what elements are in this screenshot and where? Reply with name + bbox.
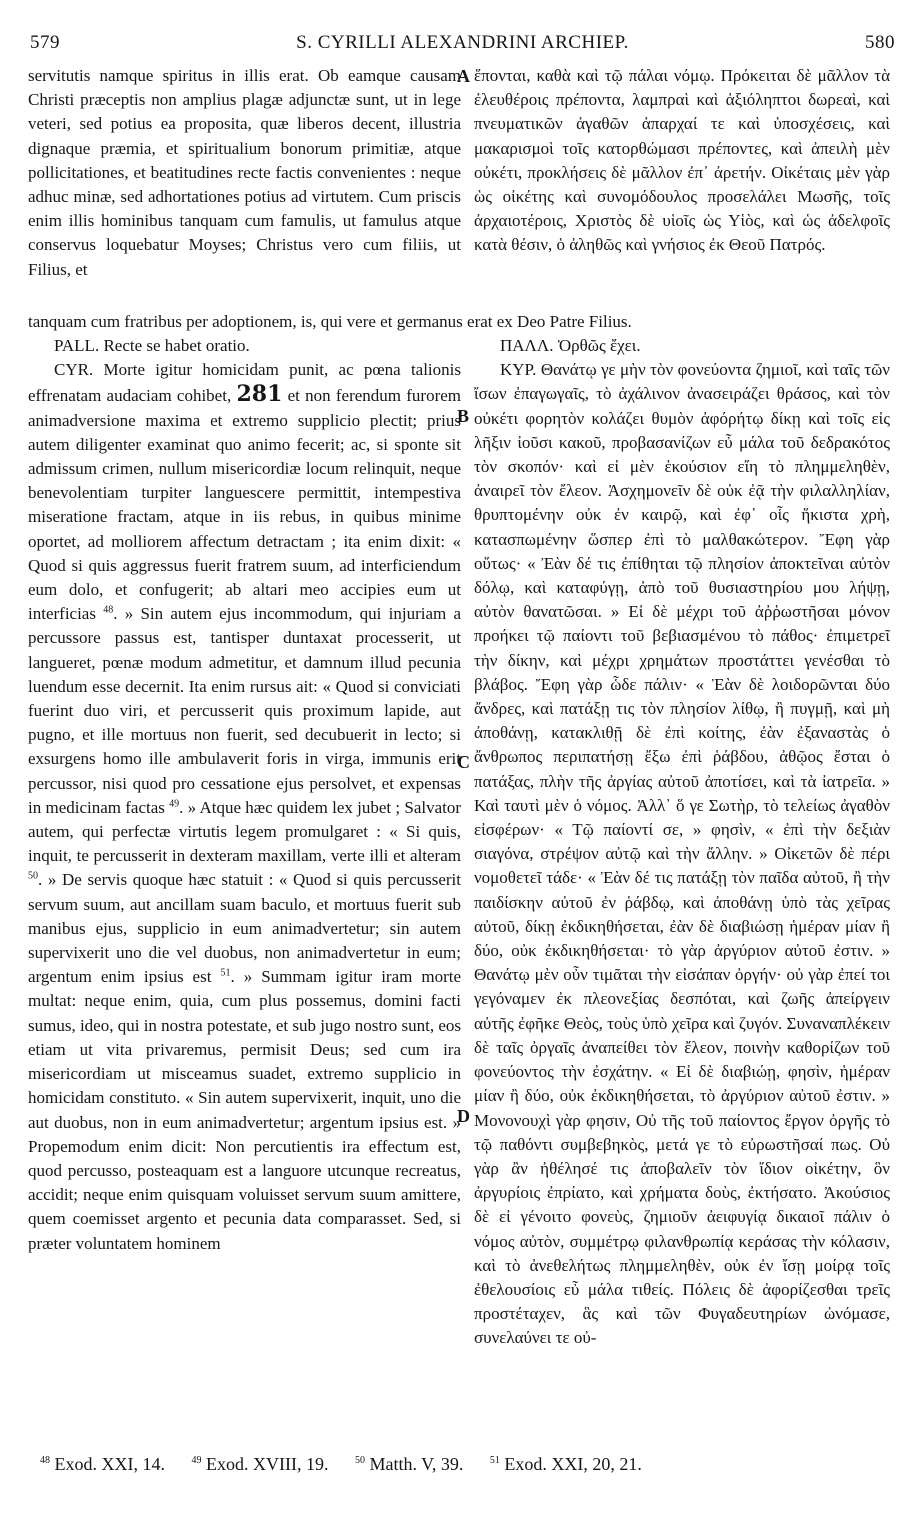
column-marker-c: C bbox=[457, 752, 470, 772]
greek-paragraph-top: ἕπονται, καθὰ καὶ τῷ πάλαι νόμῳ. Πρόκειται δὲ μᾶλλον τὰ ἐλευθέροις πρέποντα, λαμπραὶ καὶ ἀξιόληπτοι δωρεαὶ, καὶ πνευματικῶν ἀγαθῶν ἀπαρχαί τε καὶ ὑποσχέσεις, καὶ μακαρισμοὶ τοῖς κατορθώμασι πρέποντες, καὶ ἀπειλὴ μὲν οὐκέτι, προκλήσεις δὲ μᾶλλον ἐπ᾽ ἀρετήν. Οἰκέταις μὲν γὰρ ὡς οἰκέτης καὶ συνομόδουλος προσελάλει Μωσῆς, τοῖς ἀρχαιοτέροις, Χριστὸς δὲ υἱοῖς ὡς Υἱὸς, καὶ ὡς ἀδελφοῖς κατὰ θέσιν, ὁ ἀληθῶς καὶ γνήσιος ἐκ Θεοῦ Πατρός. bbox=[474, 66, 890, 255]
latin-column-top bbox=[28, 64, 461, 312]
latin-column-main bbox=[28, 334, 461, 1256]
latin-pall-speaker: PALL. Recte se habet oratio. bbox=[54, 336, 250, 355]
latin-cyr-text-4: Atque hæc quidem lex jubet ; Salvator autem, qui perfectæ virtutis legem promulgaret : « Si quis, inquit, te percusserit in dexteram maxillam, verte illi et alteram bbox=[28, 797, 462, 866]
greek-cyr-paragraph: ΚΥΡ. Θανάτῳ γε μὴν τὸν φονεύοντα ζημιοῖ, καὶ ταῖς τῶν ἴσων ἐπαγωγαῖς, τὸ ἀχάλινον ἀνασειράζει θράσος, καὶ τὸν οὐκέτι φορητὸν κολάζει θυμὸν ἀφόρήτῳ δίκῃ καὶ τοῖς εἰς λῆξιν ἰοῦσι κακοῦ, προβασανίζων εὖ μάλα τοῦ δεδρακότος τὸν σκοπόν· καὶ εἰ μὲν ἑκούσιον εἴη τὸ πλημμεληθὲν, ἀναιρεῖ τὸν ἔλεον. Ἀσχημονεῖν δὲ οὐκ ἐᾷ τὴν φιλαλληλίαν, θρυπτομένην οὐκ ἐν καιρῷ, καὶ ἐφ᾽ οἷς ἥκιστα χρὴ, κατασπωμένην ὥσπερ ἐπὶ τὸ μαλθακώτερον. Ἔφη γὰρ οὕτως· « Ἐὰν δέ τις ἐπίθηται τῷ πλησίον ἀποκτεῖναι αὐτὸν δόλῳ, καὶ καταφύγῃ, ἀπὸ τοῦ θυσιαστηρίου μου λήψῃ, αὐτὸν θανατῶσαι. » Εἰ δὲ μέχρι τοῦ ἀῤῥωστῆσαι μόνον προήκει τῷ παίοντι τοῦ βεβιασμένου τὸ πάθος· ἐπιμετρεῖ τὴν δίκην, καὶ μέχρι χρημάτων προστάττει γενέσθαι τὸ βλάβος. Ἔφη γὰρ ὧδε πάλιν· « Ἐὰν δὲ λοιδορῶνται δύο ἄνδρες, καὶ πατάξῃ τις τὸν πλησίον λίθῳ, ἢ πυγμῇ, καὶ μὴ ἀποθάνῃ, κατακλιθῇ δὲ ἐπὶ κοίτης, ἐὰν ἐξαναστὰς ὁ ἄνθρωπος περιπατήσῃ ἔξω ἐπὶ ῥάβδου, ἀθῷος ἔσται ὁ πατάξας, πλὴν τῆς ἀργίας αὐτοῦ ἀποτίσει, καὶ τὰ ἰατρεῖα. » Καὶ ταυτὶ μὲν ὁ νόμος. Ἀλλ᾽ ὅ γε Σωτὴρ, τὸ τελείως ἀγαθὸν εἰσφέρων· « Τῷ παίοντί σε, » φησὶν, « ἐπὶ τὴν δεξιὰν σιαγόνα, στρέψον αὐτῷ καὶ τὴν ἄλλην. » Οἰκετῶν δὲ πέρι νομοθετεῖ τάδε· « Ἐὰν δέ τις πατάξῃ τὸν παῖδα αὐτοῦ, ἢ τὴν παιδίσκην αὐτοῦ ἐν ῥάβδῳ, καὶ ἀποθάνῃ ὑπὸ τὰς χεῖρας αὐτοῦ, δίκῃ ἐκδικηθήσεται, ἐὰν δὲ διαβιώσῃ ἡμέραν μίαν ἢ δύο, οὐκ ἐκδικηθήσεται· τὸ γὰρ ἀργύριον αὐτοῦ ἐστιν. » Θανάτῳ μὲν οὖν τιμᾶται τὴν εἰσάπαν ὀργήν· οὐ γὰρ ἐπεί τοι γεγόναμεν ἐκ πλεονεξίας δεσπόται, καὶ ζωῆς ἀπείργειν αὐτῆς ἐφῆκε Θεὸς, τοὺς ὑπὸ χεῖρα καὶ ζυγόν. Συναναπλέκειν δὲ ταῖς ὀργαῖς ἀναπείθει τὸν ἔλεον, ποινὴν καθορίζων τοῦ φονεύοντος τὴν ἐσχάτην. « Εἰ δὲ διαβιώῃ, φησὶν, ἡμέραν μίαν ἢ δύο, οὐκ ἐκδικηθήσεται, τὸ ἀργύριον αὐτοῦ ἐστιν. » Μονονουχὶ γὰρ φησιν, Οὐ τῆς τοῦ παίοντος ἔργον ὀργῆς τὸ τῷ παθόντι συμβεβηκὸς, μετά γε τὸ εὐρωστῆσαί πως. Οὐ γὰρ ἂν ἠθέλησέ τις ἀποβαλεῖν τὸν ἴδιον οἰκέτην, ὃν ἀργυρίοις ἐπρίατο, καὶ χρήματα δοὺς, ἐκτήσατο. Ἀκούσιος δὲ εἰ γένοιτο φονεὺς, ζημιοῦν ἀειφυγίᾳ δικαιοῖ πάλιν ὁ νόμος αὐτὸν, συμμέτρῳ φιλανθρωπίᾳ κεράσας τὴν κόλασιν, καὶ τὸ ἀνεθελήτως πλημμεληθὲν, οὐκ ἐν ἴσῃ μοίρᾳ τοῖς ἐθελουσίοις εὖ μάλα τιθείς. Πόλεις δὲ ἀφορίζεσθαι τρεῖς προστέταχεν, ἃς καὶ τῶν Φυγαδευτηρίων ὠνόμασε, συνελαύνει τε οὐ- bbox=[474, 360, 890, 1348]
latin-paragraph-top: servitutis namque spiritus in illis erat. Ob eamque causam Christi præceptis non amplius plagæ adjunctæ sunt, ut in lege veteri, sed potius ea proposita, quæ liberos decent, illustria dignaque præmia, et spiritualium bonorum primitiæ, atque pollicitationes, et beatitudines recte factis convenientes : neque adhuc minæ, sed adhortationes potius ad virtutem. Cum priscis enim illis hominibus tanquam cum famulis, ut famulus atque conservus loquebatur Moyses; Christus vero cum filiis, ut Filius, et bbox=[28, 66, 461, 279]
running-header bbox=[30, 32, 895, 58]
footnote-number: 50 bbox=[354, 1455, 365, 1466]
footnote-text: Exod. XXI, 14. bbox=[54, 1454, 165, 1474]
footnotes bbox=[40, 1454, 893, 1475]
footnote-ref-50: 50 bbox=[28, 870, 38, 882]
footnote-ref-51: 51 bbox=[220, 967, 231, 979]
latin-cyr-text-5: De servis quoque hæc statuit : « Quod si quis percusserit servum suum, aut ancillam suam baculo, et mortuus fuerit sub manibus ejus, supplicio in eum animadvertetur; sin autem supervixerit uno die vel duobus, non animadvertetur in eum; argentum enim ipsius est bbox=[28, 870, 462, 987]
latin-cyr-paragraph: CYR. Morte igitur homicidam punit, ac pœna talionis effrenatam audaciam cohibet, 281 et non ferendum furorem animadversione maxima et extremo supplicio plectit; prius autem diligenter examinat quo animo fecerit; ac, si sponte sit admissum crimen, nullum misericordiæ locum relinquit, neque benevolentiam turpiter languescere permittit, intempestiva miseratione fractam, atque in iis rebus, in quibus minime oportet, ad molliorem affectum detractam ; ita enim dixit: « Quod si quis aggressus fuerit fratrem suum, ad interficiendum eum dolo, et confugerit; ab altari meo accipies eum ut interficias $^{48}$. » Sin autem ejus incommodum, qui injuriam a percussore passus est, tantisper duntaxat processerit, ut langueret, pœnæ modum admetitur, et damnum illud pecunia luendum esse decernit. Ita enim rursus ait: « Quod si conviciati fuerint duo viri, et percusserit quis proximum lapide, aut pugno, et ille mortuus non fuerit, sed decubuerit in lecto; si exsurgens homo ille ambulaverit foris in virga, immunis erit percussor, nisi quod pro cessatione ejus persolvet, et expensas in medicinam factas $^{49}$. » Atque hæc quidem lex jubet ; Salvator autem, qui perfectæ virtutis legem promulgaret : « Si quis, inquit, te percusserit in dexteram maxillam, verte illi et alteram $^{50}$. » De servis quoque hæc statuit : « Quod si quis percusserit servum suum, aut ancillam suam baculo, et mortuus fuerit sub manibus ejus, supplicio in eum animadvertetur; sin autem supervixerit uno die vel duobus, non animadvertetur in eum; argentum enim ipsius est $^{51}$. » Summam igitur iram morte multat: neque enim, quia, cum plus possemus, domini facti sumus, ideo, qui in nostra potestate, et sub jugo nostro sunt, eos etiam ut vita privaremus, permisit Deus; sed cum ira misericordiam ut misceamus suadet, extremo supplicio in homicidam constituto. « Sin autem supervixerit, inquit, uno die aut duobus, non in eum animadvertetur; argentum ipsius est. » Propemodum enim dicit: Non percutientis ira effectum est, quod percusso, posteaquam est a languore utcunque recreatus, accidit; neque enim quisquam voluisset servum suum amittere, quem coemisset argento et pecunia data comparasset. Sed, si præter voluntatem hominem bbox=[28, 360, 462, 1253]
page-mark: 281 bbox=[236, 381, 283, 408]
footnote-item bbox=[192, 1454, 329, 1474]
page-title: S. CYRILLI ALEXANDRINI ARCHIEP. bbox=[296, 32, 629, 53]
footnote-ref-48: 48 bbox=[103, 604, 114, 616]
spanning-line: tanquam cum fratribus per adoptionem, is, qui vere et germanus erat ex Deo Patre Filius. bbox=[28, 312, 632, 331]
column-marker-a: A bbox=[457, 66, 470, 86]
column-marker-d: D bbox=[457, 1106, 470, 1126]
footnote-text: Matth. V, 39. bbox=[369, 1454, 464, 1474]
footnote-item bbox=[490, 1454, 642, 1474]
footnote-ref-49: 49 bbox=[169, 798, 180, 810]
latin-cyr-text-6: Summam igitur iram morte multat: neque enim, quia, cum plus possemus, domini facti sumus, ideo, qui in nostra potestate, et sub jugo nostro sunt, eos etiam ut vita privaremus, permisit Deus; sed cum ira misericordiam ut misceamus suadet, extremo supplicio in homicidam constituto. « Sin autem supervixerit, inquit, uno die aut duobus, non in eum animadvertetur; argentum ipsius est. » Propemodum enim dicit: Non percutientis ira effectum est, quod percusso, posteaquam est a languore utcunque recreatus, accidit; neque enim quisquam voluisset servum suum amittere, quem coemisset argento et pecunia data comparasset. Sed, si præter voluntatem hominem bbox=[28, 967, 462, 1253]
latin-cyr-text-3: Sin autem ejus incommodum, qui injuriam a percussore passus est, tantisper duntaxat processerit, ut langueret, pœnæ modum admetitur, et damnum illud pecunia luendum esse decernit. Ita enim rursus ait: « Quod si conviciati fuerint duo viri, et percusserit quis proximum lapide, aut pugno, et ille mortuus non fuerit, sed decubuerit in lecto; si exsurgens homo ille ambulaverit foris in virga, immunis erit percussor, nisi quod pro cessatione ejus persolvet, et expensas in medicinam factas bbox=[28, 604, 462, 817]
latin-cyr-text-2: et non ferendum furorem animadversione maxima et extremo supplicio plectit; prius autem diligenter examinat quo animo fecerit; ac, si sponte sit admissum crimen, nullum misericordiæ locum relinquit, neque benevolentiam turpiter languescere permittit, intempestiva miseratione fractam, atque in iis rebus, in quibus minime oportet, ad molliorem affectum detractam ; ita enim dixit: « Quod si quis aggressus fuerit fratrem suum, ad interficiendum eum dolo, et confugerit; ab altari meo accipies eum ut interficias bbox=[28, 386, 462, 624]
footnote-item bbox=[355, 1454, 463, 1474]
page-number-right: 580 bbox=[865, 32, 895, 53]
footnote-text: Exod. XVIII, 19. bbox=[206, 1454, 329, 1474]
footnote-number: 51 bbox=[489, 1455, 500, 1466]
column-marker-b: B bbox=[457, 406, 470, 426]
greek-pall-speaker: ΠΑΛΛ. Ὀρθῶς ἔχει. bbox=[500, 336, 641, 355]
footnote-text: Exod. XXI, 20, 21. bbox=[504, 1454, 642, 1474]
greek-column-main bbox=[474, 334, 890, 1351]
page-number-left: 579 bbox=[30, 32, 60, 53]
footnote-item bbox=[40, 1454, 165, 1474]
latin-cyr-text-1: CYR. Morte igitur homicidam punit, ac pœna talionis effrenatam audaciam cohibet, bbox=[28, 360, 461, 406]
footnote-number: 49 bbox=[191, 1455, 202, 1466]
greek-column-top bbox=[474, 64, 890, 312]
footnote-number: 48 bbox=[40, 1455, 50, 1466]
